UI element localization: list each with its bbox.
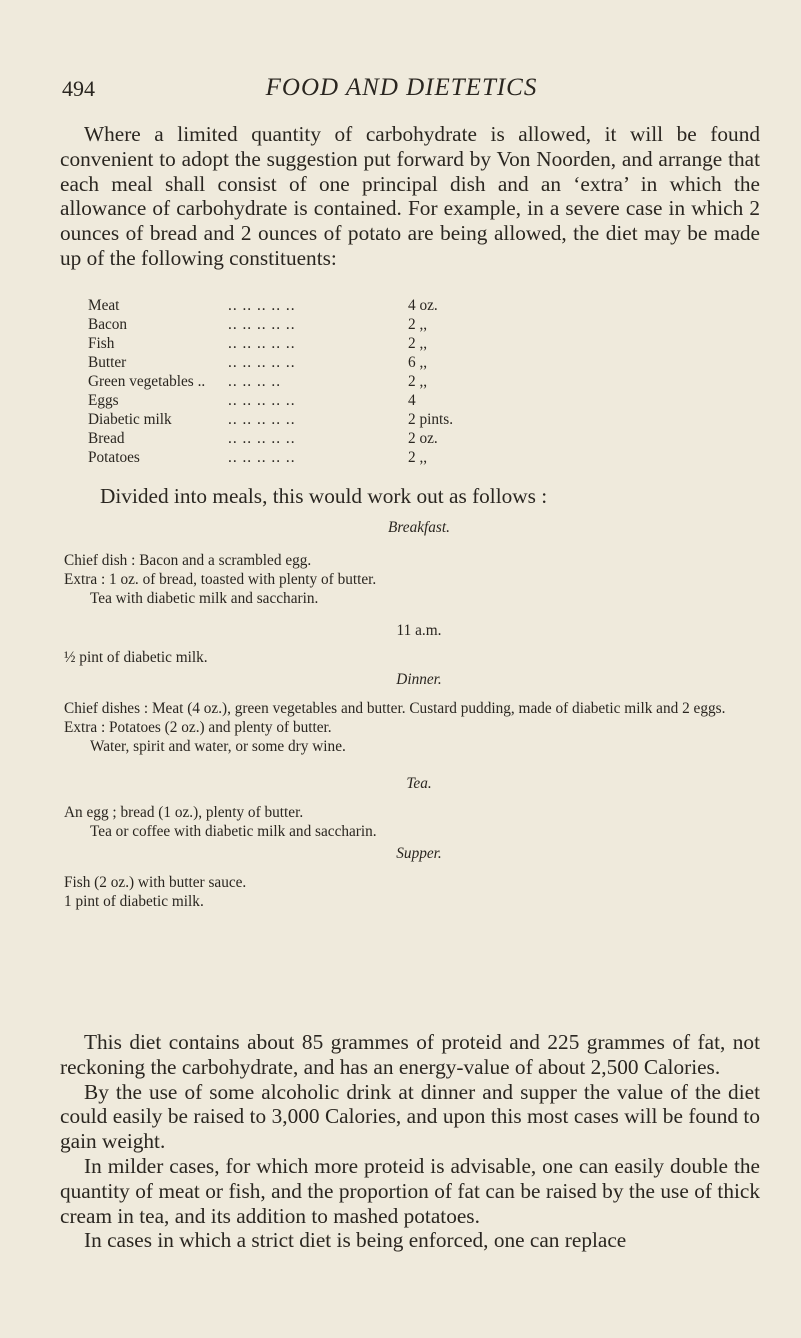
item-amount: 2 pints.: [408, 411, 454, 428]
breakfast-line: Tea with diabetic milk and saccharin.: [90, 590, 319, 607]
item-label: Diabetic milk: [88, 411, 172, 428]
item-amount: 2 ,,: [408, 373, 428, 390]
item-amount: 6 ,,: [408, 354, 428, 371]
eleven-heading: 11 a.m.: [396, 622, 442, 639]
dinner-line: Extra : Potatoes (2 oz.) and plenty of butter.: [64, 719, 332, 736]
item-label: Butter: [88, 354, 127, 371]
table-row: [88, 334, 688, 353]
item-amount: 4 oz.: [408, 297, 438, 314]
dinner-heading: Dinner.: [396, 671, 442, 688]
table-row: [88, 315, 688, 334]
eleven-section: [64, 621, 774, 667]
meals-intro: Divided into meals, this would work out as follows :: [100, 484, 548, 508]
leader-dots: .. .. .. .. ..: [228, 354, 296, 371]
closing-paragraph: In milder cases, for which more proteid is advisable, one can easily double the quantity of meat or fish, and the proportion of fat can be raised by the use of thick cream in tea, and its addition to mashed potatoes.: [60, 1153, 760, 1228]
intro-text: Where a limited quantity of carbohydrate is allowed, it will be found convenient to adopt the suggestion put forward by Von Noorden, and arrange that each meal shall consist of one principal dish and an ‘extra’ in which the allowance of carbohydrate is contained. For example, in a severe case in which 2 ounces of bread and 2 ounces of potato are being allowed, the diet may be made up of the following constituents:: [60, 122, 760, 270]
breakfast-heading: Breakfast.: [388, 519, 450, 536]
supper-line: 1 pint of diabetic milk.: [64, 893, 204, 910]
item-label: Green vegetables ..: [88, 373, 206, 390]
leader-dots: .. .. .. .. ..: [228, 430, 296, 447]
breakfast-line: Chief dish : Bacon and a scrambled egg.: [64, 552, 312, 569]
tea-line: An egg ; bread (1 oz.), plenty of butter.: [64, 804, 304, 821]
table-row: [88, 296, 688, 315]
closing-paragraph: In cases in which a strict diet is being enforced, one can replace: [84, 1228, 627, 1253]
tea-section: [64, 774, 774, 841]
closing-paragraph: By the use of some alcoholic drink at dinner and supper the value of the diet could easily be raised to 3,000 Calories, and upon this most cases will be found to gain weight.: [60, 1079, 760, 1154]
page-number: 494: [62, 76, 95, 101]
dinner-section: [64, 670, 774, 756]
page-header: [62, 70, 781, 110]
closing-paragraph: This diet contains about 85 grammes of proteid and 225 grammes of fat, not reckoning the carbohydrate, and has an energy-value of about 2,500 Calories.: [60, 1030, 760, 1079]
item-label: Bacon: [88, 316, 128, 333]
item-amount: 4: [408, 392, 416, 409]
supper-section: [64, 844, 774, 911]
breakfast-line: Extra : 1 oz. of bread, toasted with plenty of butter.: [64, 571, 377, 588]
tea-line: Tea or coffee with diabetic milk and saccharin.: [90, 823, 377, 840]
item-label: Bread: [88, 430, 125, 447]
closing-paragraphs: [60, 1030, 760, 1253]
table-row: [88, 429, 688, 448]
leader-dots: .. .. .. .. ..: [228, 297, 296, 314]
item-amount: 2 ,,: [408, 335, 428, 352]
dinner-line: Chief dishes : Meat (4 oz.), green vegetables and butter. Custard pudding, made of diabetic milk and 2 eggs.: [64, 700, 726, 717]
leader-dots: .. .. .. .. ..: [228, 316, 296, 333]
table-row: [88, 410, 688, 429]
tea-heading: Tea.: [406, 775, 432, 792]
dinner-line: Water, spirit and water, or some dry wine.: [90, 738, 346, 755]
item-amount: 2 ,,: [408, 316, 428, 333]
item-label: Eggs: [88, 392, 119, 409]
table-row: [88, 372, 688, 391]
item-label: Fish: [88, 335, 115, 352]
leader-dots: .. .. .. .. ..: [228, 392, 296, 409]
running-title: FOOD AND DIETETICS: [265, 74, 538, 101]
eleven-line: ½ pint of diabetic milk.: [64, 649, 208, 666]
constituents-table: [88, 296, 688, 467]
supper-line: Fish (2 oz.) with butter sauce.: [64, 874, 247, 891]
table-row: [88, 353, 688, 372]
leader-dots: .. .. .. .. ..: [228, 335, 296, 352]
supper-heading: Supper.: [396, 845, 442, 862]
item-amount: 2 oz.: [408, 430, 438, 447]
table-row: [88, 448, 688, 467]
leader-dots: .. .. .. ..: [228, 373, 282, 390]
item-amount: 2 ,,: [408, 449, 428, 466]
item-label: Potatoes: [88, 449, 140, 466]
breakfast-section: [64, 518, 774, 608]
item-label: Meat: [88, 297, 120, 314]
intro-paragraph: [60, 122, 760, 271]
leader-dots: .. .. .. .. ..: [228, 449, 296, 466]
leader-dots: .. .. .. .. ..: [228, 411, 296, 428]
table-row: [88, 391, 688, 410]
